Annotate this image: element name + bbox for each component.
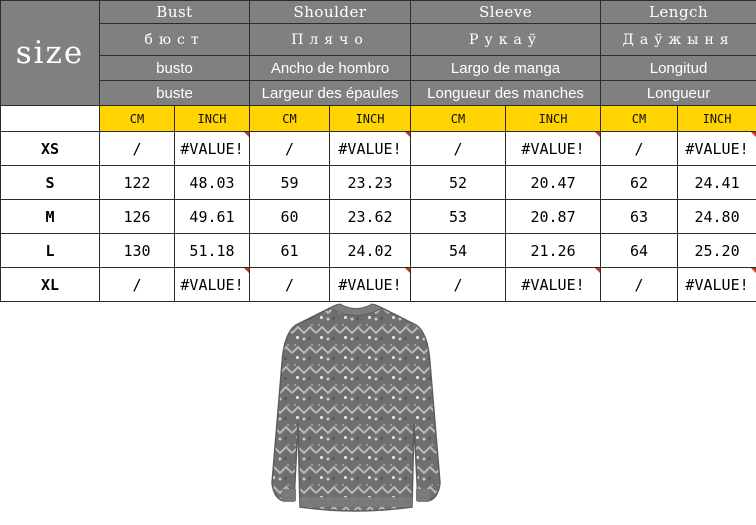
shoulder-cm-cell: 60 — [250, 200, 330, 234]
bust-inch-cell: 49.61 — [175, 200, 250, 234]
bust-inch-cell — [175, 268, 250, 302]
shoulder-cm-cell: / — [250, 268, 330, 302]
sweater-hem — [300, 497, 412, 507]
error-flag-icon — [405, 268, 410, 273]
size-label: XS — [1, 132, 100, 166]
length-inch-cell — [678, 268, 756, 302]
length-cm-cell: 63 — [601, 200, 678, 234]
sleeve-header-es: Largo de manga — [411, 56, 601, 81]
sleeve-cm-cell: 54 — [411, 234, 506, 268]
unit-sleeve-inch: INCH — [506, 106, 601, 132]
sleeve-cm-cell: / — [411, 132, 506, 166]
sleeve-cm-cell: / — [411, 268, 506, 302]
size-label: S — [1, 166, 100, 200]
bust-header-en: Bust — [100, 1, 250, 24]
size-row-xs — [1, 132, 756, 166]
error-flag-icon — [751, 268, 756, 273]
shoulder-header-en: Shoulder — [250, 1, 411, 24]
size-header: size — [1, 1, 100, 106]
sleeve-cm-cell: 53 — [411, 200, 506, 234]
length-inch-cell — [678, 132, 756, 166]
error-flag-icon — [751, 132, 756, 137]
unit-length-cm: CM — [601, 106, 678, 132]
sweater-left-cuff — [282, 489, 296, 501]
sleeve-cm-cell: 52 — [411, 166, 506, 200]
sleeve-inch-cell: 21.26 — [506, 234, 601, 268]
size-label: L — [1, 234, 100, 268]
sleeve-inch-cell: 20.87 — [506, 200, 601, 234]
length-cm-cell: 62 — [601, 166, 678, 200]
bust-cm-cell: 126 — [100, 200, 175, 234]
sleeve-inch-cell — [506, 132, 601, 166]
bust-header-ru: бюст — [100, 24, 250, 56]
sleeve-inch-cell: 20.47 — [506, 166, 601, 200]
size-label: XL — [1, 268, 100, 302]
sleeve-header-ru: Рукаў — [411, 24, 601, 56]
size-row-xl — [1, 268, 756, 302]
cell-value: #VALUE! — [521, 275, 585, 294]
shoulder-header-fr: Largeur des épaules — [250, 81, 411, 106]
bust-header-fr: buste — [100, 81, 250, 106]
size-row-m — [1, 200, 756, 234]
unit-length-inch: INCH — [678, 106, 756, 132]
shoulder-header-es: Ancho de hombro — [250, 56, 411, 81]
error-flag-icon — [595, 268, 600, 273]
shoulder-cm-cell: 61 — [250, 234, 330, 268]
shoulder-cm-cell: / — [250, 132, 330, 166]
cell-value: #VALUE! — [180, 275, 244, 294]
shoulder-inch-cell — [330, 132, 411, 166]
error-flag-icon — [405, 132, 410, 137]
length-inch-cell: 25.20 — [678, 234, 756, 268]
length-header-en: Lengch — [601, 1, 756, 24]
cell-value: #VALUE! — [685, 139, 749, 158]
size-row-l — [1, 234, 756, 268]
sweater-body — [272, 308, 440, 511]
shoulder-inch-cell: 24.02 — [330, 234, 411, 268]
unit-bust-inch: INCH — [175, 106, 250, 132]
unit-row-corner — [1, 106, 100, 132]
length-header-ru: Даўжыня — [601, 24, 756, 56]
length-header-fr: Longueur — [601, 81, 756, 106]
unit-shoulder-inch: INCH — [330, 106, 411, 132]
size-label: M — [1, 200, 100, 234]
length-inch-cell: 24.80 — [678, 200, 756, 234]
shoulder-inch-cell — [330, 268, 411, 302]
sleeve-header-fr: Longueur des manches — [411, 81, 601, 106]
error-flag-icon — [244, 132, 249, 137]
sleeve-inch-cell — [506, 268, 601, 302]
unit-shoulder-cm: CM — [250, 106, 330, 132]
unit-sleeve-cm: CM — [411, 106, 506, 132]
error-flag-icon — [244, 268, 249, 273]
length-cm-cell: / — [601, 268, 678, 302]
bust-cm-cell: 122 — [100, 166, 175, 200]
length-cm-cell: / — [601, 132, 678, 166]
cell-value: #VALUE! — [338, 139, 402, 158]
bust-inch-cell: 51.18 — [175, 234, 250, 268]
sweater-right-cuff — [416, 489, 430, 501]
cell-value: #VALUE! — [180, 139, 244, 158]
sleeve-header-en: Sleeve — [411, 1, 601, 24]
shoulder-cm-cell: 59 — [250, 166, 330, 200]
bust-cm-cell: / — [100, 132, 175, 166]
shoulder-inch-cell: 23.62 — [330, 200, 411, 234]
shoulder-header-ru: Плячо — [250, 24, 411, 56]
sweater-product-image — [268, 303, 444, 515]
cell-value: #VALUE! — [338, 275, 402, 294]
cell-value: #VALUE! — [521, 139, 585, 158]
bust-inch-cell: 48.03 — [175, 166, 250, 200]
error-flag-icon — [595, 132, 600, 137]
size-row-s — [1, 166, 756, 200]
length-header-es: Longitud — [601, 56, 756, 81]
bust-cm-cell: 130 — [100, 234, 175, 268]
bust-header-es: busto — [100, 56, 250, 81]
length-inch-cell: 24.41 — [678, 166, 756, 200]
length-cm-cell: 64 — [601, 234, 678, 268]
cell-value: #VALUE! — [685, 275, 749, 294]
bust-cm-cell: / — [100, 268, 175, 302]
unit-bust-cm: CM — [100, 106, 175, 132]
bust-inch-cell — [175, 132, 250, 166]
shoulder-inch-cell: 23.23 — [330, 166, 411, 200]
